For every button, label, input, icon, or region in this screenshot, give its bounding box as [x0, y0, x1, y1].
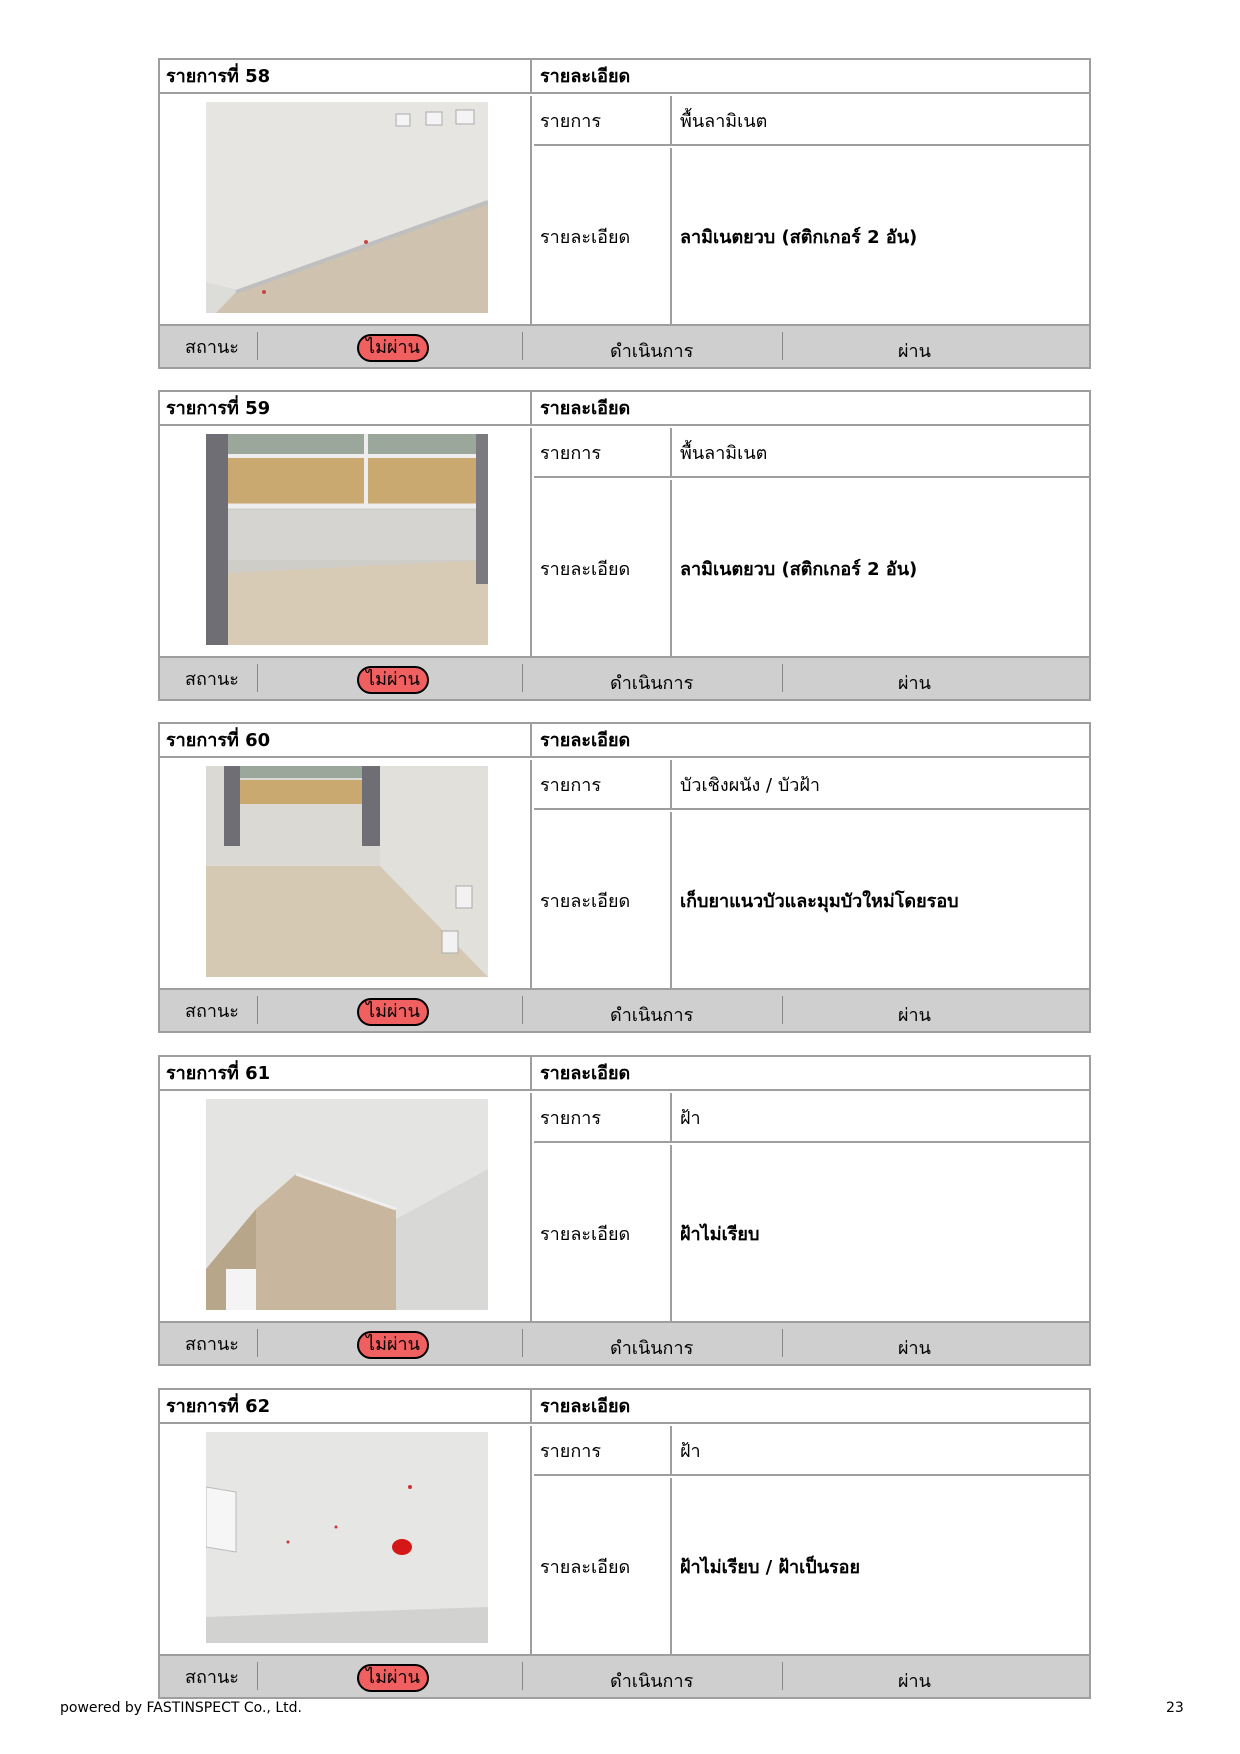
status-label: สถานะ [185, 669, 239, 690]
item-header-row [160, 392, 1089, 426]
status-divider [522, 332, 523, 360]
item-title: รายการที่ 61 [160, 1057, 532, 1091]
status-bar [160, 656, 1089, 699]
status-label: สถานะ [185, 1001, 239, 1022]
detail-row-description [534, 1145, 1089, 1321]
status-divider [782, 1662, 783, 1690]
status-bar [160, 1321, 1089, 1364]
status-action[interactable]: ดำเนินการ [610, 673, 694, 694]
status-label: สถานะ [185, 337, 239, 358]
inspection-photo[interactable] [206, 102, 488, 313]
detail-label: รายละเอียด [534, 148, 672, 324]
item-title: รายการที่ 62 [160, 1390, 532, 1424]
status-bar [160, 324, 1089, 367]
item-value: พื้นลามิเนต [680, 110, 768, 132]
detail-row-item [534, 760, 1089, 810]
detail-header: รายละเอียด [540, 1063, 631, 1084]
status-fail-badge[interactable]: ไม่ผ่าน [357, 1331, 429, 1359]
photo-cell [160, 1093, 532, 1321]
inspection-item-59 [158, 390, 1091, 701]
photo-cell [160, 760, 532, 988]
detail-row-description [534, 148, 1089, 324]
detail-row-description [534, 480, 1089, 656]
detail-row-item [534, 96, 1089, 146]
status-fail-badge[interactable]: ไม่ผ่าน [357, 666, 429, 694]
item-label: รายการ [534, 1426, 672, 1474]
status-pass[interactable]: ผ่าน [898, 1005, 931, 1026]
status-divider [257, 1662, 258, 1690]
status-divider [782, 332, 783, 360]
item-value: บัวเชิงผนัง / บัวฝ้า [680, 774, 821, 796]
detail-row-description [534, 812, 1089, 988]
status-divider [257, 996, 258, 1024]
detail-label: รายละเอียด [534, 1478, 672, 1654]
status-fail-badge[interactable]: ไม่ผ่าน [357, 1664, 429, 1692]
page-number: 23 [1166, 1700, 1184, 1716]
item-header-row [160, 1390, 1089, 1424]
detail-row-description [534, 1478, 1089, 1654]
detail-row-item [534, 1426, 1089, 1476]
status-fail-badge[interactable]: ไม่ผ่าน [357, 334, 429, 362]
status-bar [160, 1654, 1089, 1697]
status-action[interactable]: ดำเนินการ [610, 1005, 694, 1026]
detail-table [534, 760, 1089, 988]
detail-label: รายละเอียด [534, 480, 672, 656]
inspection-item-61 [158, 1055, 1091, 1366]
detail-header: รายละเอียด [540, 398, 631, 419]
item-title: รายการที่ 60 [160, 724, 532, 758]
status-label: สถานะ [185, 1667, 239, 1688]
photo-cell [160, 428, 532, 656]
status-pass[interactable]: ผ่าน [898, 1338, 931, 1359]
status-pass[interactable]: ผ่าน [898, 1671, 931, 1692]
detail-value: ฝ้าไม่เรียบ [680, 1223, 760, 1245]
detail-row-item [534, 428, 1089, 478]
status-divider [257, 332, 258, 360]
detail-table [534, 96, 1089, 324]
item-value: ฝ้า [680, 1107, 701, 1129]
status-divider [257, 664, 258, 692]
item-value: พื้นลามิเนต [680, 442, 768, 464]
status-fail-badge[interactable]: ไม่ผ่าน [357, 998, 429, 1026]
status-divider [522, 1329, 523, 1357]
inspection-item-62 [158, 1388, 1091, 1699]
footer-powered-by: powered by FASTINSPECT Co., Ltd. [60, 1700, 302, 1716]
item-header-row [160, 1057, 1089, 1091]
inspection-photo[interactable] [206, 766, 488, 977]
inspection-photo[interactable] [206, 1432, 488, 1643]
item-value: ฝ้า [680, 1440, 701, 1462]
status-action[interactable]: ดำเนินการ [610, 1338, 694, 1359]
detail-table [534, 428, 1089, 656]
status-divider [522, 664, 523, 692]
detail-value: ฝ้าไม่เรียบ / ฝ้าเป็นรอย [680, 1556, 861, 1578]
inspection-photo[interactable] [206, 1099, 488, 1310]
status-divider [522, 1662, 523, 1690]
item-label: รายการ [534, 428, 672, 476]
item-header-row [160, 60, 1089, 94]
item-title: รายการที่ 59 [160, 392, 532, 426]
detail-header: รายละเอียด [540, 1396, 631, 1417]
item-title: รายการที่ 58 [160, 60, 532, 94]
status-pass[interactable]: ผ่าน [898, 341, 931, 362]
photo-cell [160, 1426, 532, 1654]
status-divider [782, 1329, 783, 1357]
detail-table [534, 1426, 1089, 1654]
detail-row-item [534, 1093, 1089, 1143]
detail-header: รายละเอียด [540, 730, 631, 751]
item-label: รายการ [534, 1093, 672, 1141]
status-action[interactable]: ดำเนินการ [610, 341, 694, 362]
detail-label: รายละเอียด [534, 1145, 672, 1321]
status-bar [160, 988, 1089, 1031]
inspection-photo[interactable] [206, 434, 488, 645]
detail-value: ลามิเนตยวบ (สติกเกอร์ 2 อัน) [680, 226, 918, 248]
status-label: สถานะ [185, 1334, 239, 1355]
item-label: รายการ [534, 760, 672, 808]
photo-cell [160, 96, 532, 324]
detail-value: เก็บยาแนวบัวและมุมบัวใหม่โดยรอบ [680, 890, 959, 912]
detail-header: รายละเอียด [540, 66, 631, 87]
inspection-item-60 [158, 722, 1091, 1033]
detail-value: ลามิเนตยวบ (สติกเกอร์ 2 อัน) [680, 558, 918, 580]
status-divider [257, 1329, 258, 1357]
detail-label: รายละเอียด [534, 812, 672, 988]
status-pass[interactable]: ผ่าน [898, 673, 931, 694]
status-divider [782, 664, 783, 692]
status-action[interactable]: ดำเนินการ [610, 1671, 694, 1692]
status-divider [782, 996, 783, 1024]
status-divider [522, 996, 523, 1024]
item-label: รายการ [534, 96, 672, 144]
detail-table [534, 1093, 1089, 1321]
inspection-item-58 [158, 58, 1091, 369]
item-header-row [160, 724, 1089, 758]
